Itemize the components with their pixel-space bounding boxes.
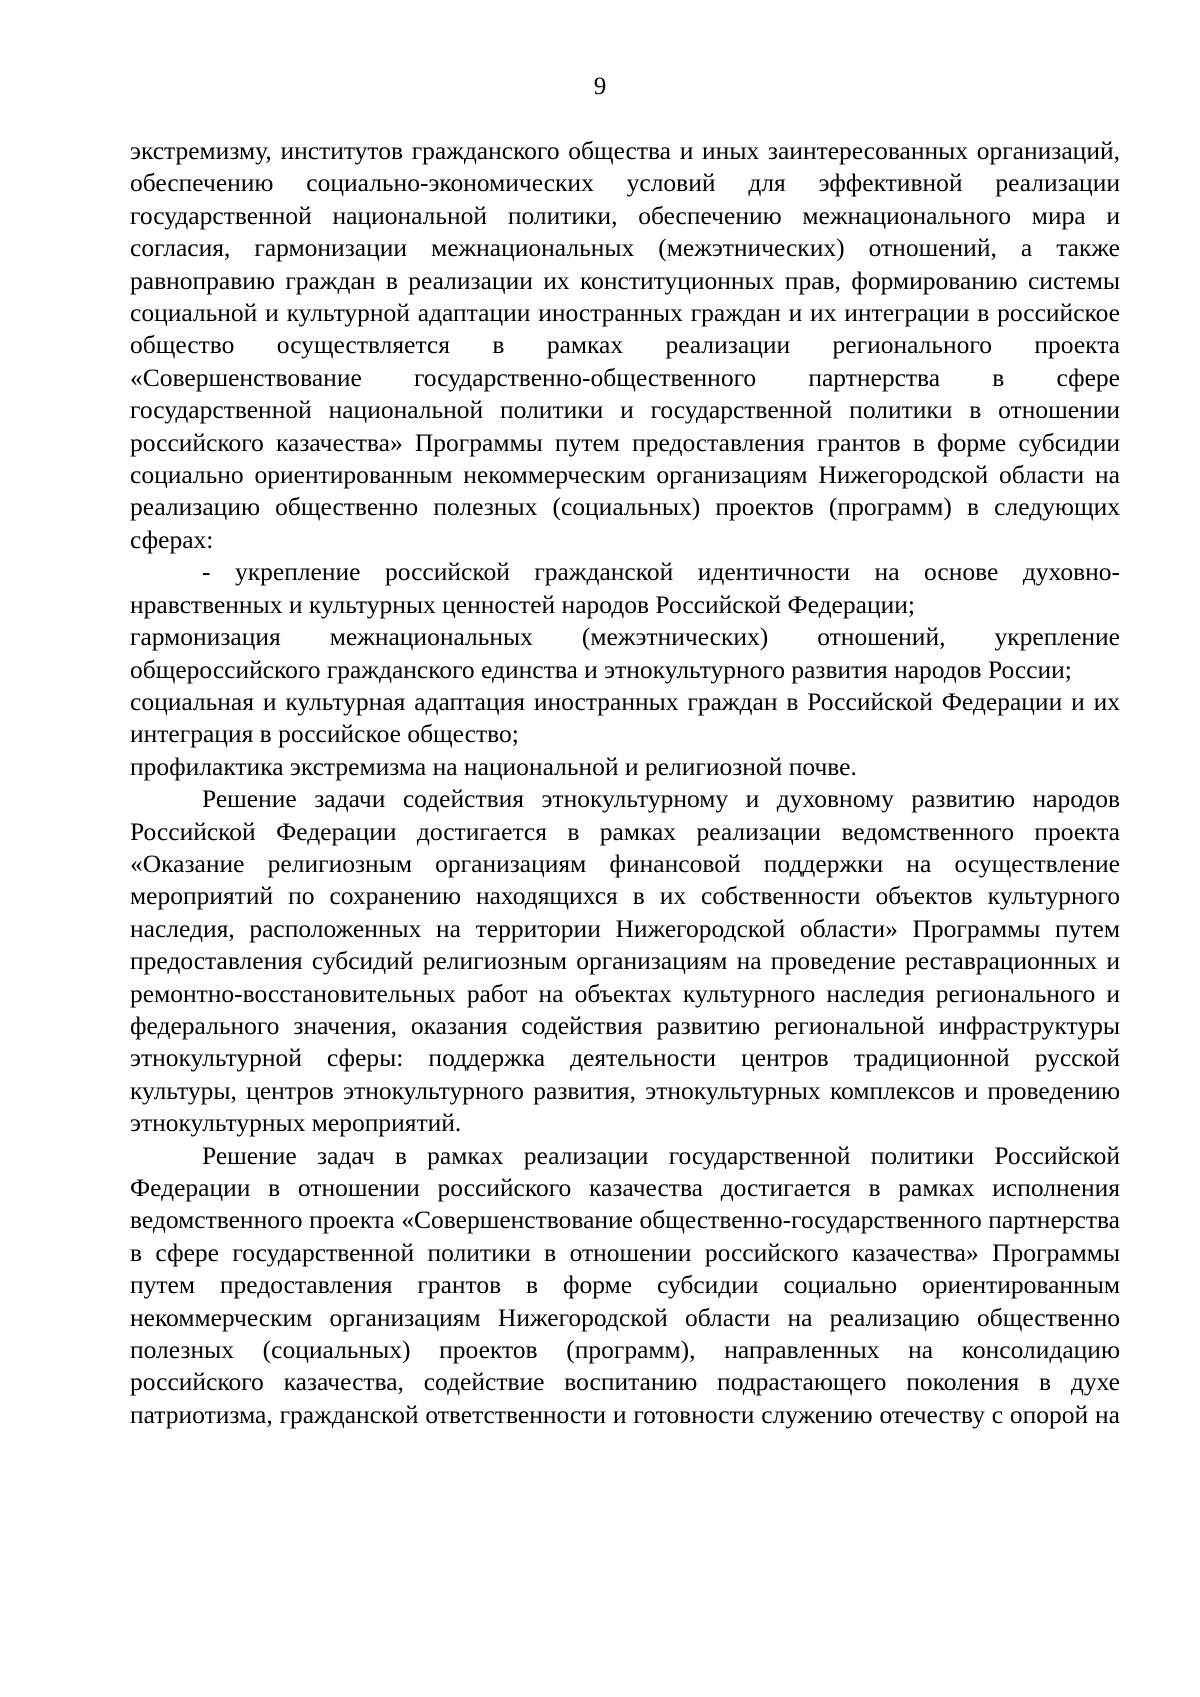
paragraph-4: социальная и культурная адаптация иностранных граждан в Российской Федерации и их интеграция в российское общество;: [130, 686, 1120, 749]
paragraph-2: - укрепление российской гражданской идентичности на основе духовно-нравственных и культурных ценностей народов Российской Федерации;: [130, 557, 1120, 619]
paragraph-1: экстремизму, институтов гражданского общества и иных заинтересованных организаций, обеспечению социально-экономических условий для эффективной реализации государственной национальной политики, обеспечению межнационального мира и согласия, гармонизации межнациональных (межэтнических) отношений, а также равноправию граждан в реализации их конституционных прав, формированию системы социальной и культурной адаптации иностранных граждан и их интеграции в российское общество осуществляется в рамках реализации регионального проекта «Совершенствование государственно-общественного партнерства в сфере государственной национальной политики и государственной политики в отношении российского казачества» Программы путем предоставления грантов в форме субсидии социально ориентированным некоммерческим организациям Нижегородской области на реализацию общественно полезных (социальных) проектов (программ) в следующих сферах:: [130, 136, 1120, 554]
paragraph-6: Решение задачи содействия этнокультурному и духовному развитию народов Российской Федерации достигается в рамках реализации ведомственного проекта «Оказание религиозным организациям финансовой поддержки на осуществление мероприятий по сохранению находящихся в их собственности объектов культурного наследия, расположенных на территории Нижегородской области» Программы путем предоставления субсидий религиозным организациям на проведение реставрационных и ремонтно-восстановительных работ на объектах культурного наследия регионального и федерального значения, оказания содействия развитию региональной инфраструктуры этнокультурной сферы: поддержка деятельности центров традиционной русской культуры, центров этнокультурного развития, этнокультурных комплексов и проведению этнокультурных мероприятий.: [130, 784, 1120, 1138]
body-text: [130, 135, 1120, 1431]
paragraph-7: Решение задач в рамках реализации государственной политики Российской Федерации в отношении российского казачества достигается в рамках исполнения ведомственного проекта «Совершенствование общественно-государственного партнерства в сфере государственной политики в отношении российского казачества» Программы путем предоставления грантов в форме субсидии социально ориентированным некоммерческим организациям Нижегородской области на реализацию общественно полезных (социальных) проектов (программ), направленных на консолидацию российского казачества, содействие воспитанию подрастающего поколения в духе патриотизма, гражданской ответственности и готовности служению отечеству с опорой на: [130, 1140, 1120, 1429]
paragraph-5: профилактика экстремизма на национальной и религиозной почве.: [130, 751, 857, 781]
page-number: 9: [593, 73, 607, 100]
paragraph-3: гармонизация межнациональных (межэтнических) отношений, укрепление общероссийского гражданского единства и этнокультурного развития народов России;: [130, 622, 1120, 684]
